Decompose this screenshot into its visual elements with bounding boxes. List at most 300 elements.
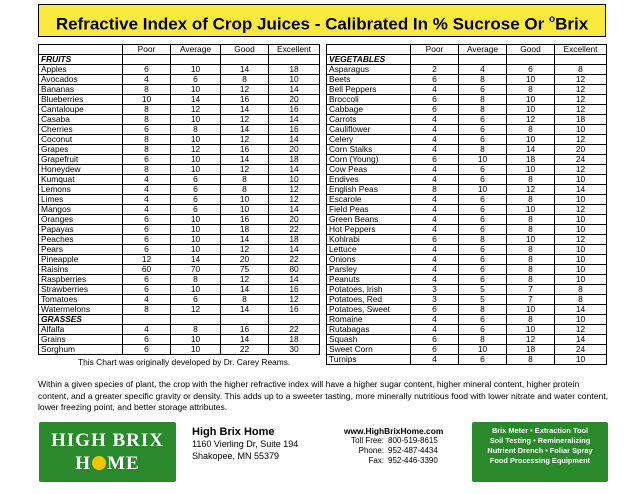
- crop-name: Cantaloupe: [39, 105, 123, 115]
- brix-value: 10: [507, 165, 555, 175]
- table-row: [327, 315, 607, 325]
- table-row: [39, 105, 320, 115]
- brix-value: 4: [123, 75, 171, 85]
- empty-cell: [221, 315, 269, 325]
- brix-value: 4: [411, 315, 459, 325]
- brix-value: 12: [221, 275, 269, 285]
- brix-value: 10: [269, 175, 320, 185]
- column-header: Poor: [411, 45, 459, 55]
- table-row: [327, 295, 607, 305]
- table-row: [327, 75, 607, 85]
- brix-value: 24: [555, 345, 607, 355]
- crop-name: Green Beans: [327, 215, 411, 225]
- crop-name: Honeydew: [39, 165, 123, 175]
- table-row: [39, 245, 320, 255]
- brix-value: 4: [123, 195, 171, 205]
- brix-value: 10: [171, 245, 221, 255]
- table-row: [327, 335, 607, 345]
- table-row: [327, 95, 607, 105]
- brix-value: 10: [221, 195, 269, 205]
- contact-row: Toll Free: 800-519-8615: [351, 436, 438, 445]
- brix-value: 6: [123, 65, 171, 75]
- brix-value: 16: [269, 105, 320, 115]
- brix-value: 4: [123, 325, 171, 335]
- crop-name: Strawberries: [39, 285, 123, 295]
- brix-value: 8: [459, 235, 507, 245]
- brix-value: 4: [411, 325, 459, 335]
- table-row: [39, 305, 320, 315]
- table-row: [327, 265, 607, 275]
- brix-value: 12: [221, 85, 269, 95]
- brix-value: 8: [123, 145, 171, 155]
- table-row: [39, 265, 320, 275]
- brix-value: 18: [555, 115, 607, 125]
- brix-value: 6: [459, 195, 507, 205]
- brix-value: 6: [123, 155, 171, 165]
- crop-name: Corn (Young): [327, 155, 411, 165]
- crop-name: Lettuce: [327, 245, 411, 255]
- crop-name: Lemons: [39, 185, 123, 195]
- crop-name: Alfalfa: [39, 325, 123, 335]
- brix-value: 12: [269, 195, 320, 205]
- column-header: Average: [459, 45, 507, 55]
- brix-value: 18: [221, 225, 269, 235]
- brix-value: 10: [171, 65, 221, 75]
- brix-value: 4: [411, 195, 459, 205]
- brix-value: 14: [221, 125, 269, 135]
- brix-value: 12: [555, 85, 607, 95]
- crop-name: Celery: [327, 135, 411, 145]
- brix-value: 8: [459, 145, 507, 155]
- header-row: [39, 45, 320, 55]
- table-row: [327, 285, 607, 295]
- table-row: [39, 185, 320, 195]
- brix-value: 22: [269, 225, 320, 235]
- crop-name: Squash: [327, 335, 411, 345]
- brix-value: 18: [269, 335, 320, 345]
- crop-name: Bell Peppers: [327, 85, 411, 95]
- brix-value: 6: [459, 215, 507, 225]
- brix-value: 75: [221, 265, 269, 275]
- brix-value: 10: [555, 245, 607, 255]
- brix-value: 8: [123, 115, 171, 125]
- brix-value: 8: [459, 335, 507, 345]
- brix-value: 8: [221, 175, 269, 185]
- brix-value: 6: [411, 155, 459, 165]
- empty-cell: [171, 315, 221, 325]
- empty-cell: [221, 55, 269, 65]
- brix-value: 6: [459, 165, 507, 175]
- crop-name: Beets: [327, 75, 411, 85]
- brix-value: 4: [411, 275, 459, 285]
- brix-value: 20: [269, 95, 320, 105]
- table-row: [327, 215, 607, 225]
- brix-value: 12: [123, 255, 171, 265]
- brix-value: 6: [459, 245, 507, 255]
- brix-value: 8: [171, 325, 221, 335]
- crop-name: Cow Peas: [327, 165, 411, 175]
- crop-name: Coconut: [39, 135, 123, 145]
- vegetables-table: [326, 44, 607, 365]
- crop-name: Turnips: [327, 355, 411, 365]
- brix-value: 10: [507, 95, 555, 105]
- brix-value: 10: [459, 345, 507, 355]
- crop-name: Carrots: [327, 115, 411, 125]
- brix-value: 14: [269, 85, 320, 95]
- brix-value: 22: [269, 255, 320, 265]
- brix-value: 4: [411, 245, 459, 255]
- table-row: [39, 145, 320, 155]
- brix-value: 12: [555, 95, 607, 105]
- table-row: [39, 195, 320, 205]
- brix-value: 8: [221, 75, 269, 85]
- table-row: [327, 135, 607, 145]
- brix-value: 22: [269, 325, 320, 335]
- city-state-zip: Shakopee, MN 55379: [192, 451, 280, 461]
- brix-value: 6: [171, 175, 221, 185]
- brix-value: 6: [123, 335, 171, 345]
- brix-value: 6: [507, 65, 555, 75]
- table-row: [327, 245, 607, 255]
- degree-mark: o: [548, 14, 556, 25]
- section-label: FRUITS: [39, 55, 123, 65]
- brix-value: 8: [507, 355, 555, 365]
- sun-icon: [92, 456, 106, 470]
- contact-row: Phone: 952-487-4434: [358, 446, 438, 455]
- brix-value: 6: [459, 125, 507, 135]
- crop-name: Hot Peppers: [327, 225, 411, 235]
- table-row: [327, 355, 607, 365]
- brix-value: 14: [171, 255, 221, 265]
- table-row: [327, 125, 607, 135]
- table-row: [39, 325, 320, 335]
- brix-value: 6: [459, 175, 507, 185]
- crop-name: Cabbage: [327, 105, 411, 115]
- brix-value: 7: [507, 295, 555, 305]
- table-row: [327, 145, 607, 155]
- brix-value: 10: [555, 215, 607, 225]
- table-row: [327, 155, 607, 165]
- brix-value: 24: [555, 155, 607, 165]
- table-row: [39, 235, 320, 245]
- brix-value: 10: [507, 325, 555, 335]
- table-row: [39, 125, 320, 135]
- brix-value: 10: [171, 115, 221, 125]
- brix-value: 14: [555, 335, 607, 345]
- crop-name: English Peas: [327, 185, 411, 195]
- column-header: Good: [221, 45, 269, 55]
- brix-value: 8: [507, 195, 555, 205]
- section-row: [39, 315, 320, 325]
- crop-name: Cauliflower: [327, 125, 411, 135]
- brix-value: 12: [555, 165, 607, 175]
- brix-value: 6: [123, 245, 171, 255]
- brix-value: 10: [507, 75, 555, 85]
- table-row: [39, 275, 320, 285]
- section-row: [327, 55, 607, 65]
- company-address: [192, 426, 298, 462]
- brix-value: 4: [123, 175, 171, 185]
- brix-value: 8: [221, 185, 269, 195]
- brix-value: 6: [123, 345, 171, 355]
- brix-value: 20: [221, 255, 269, 265]
- brix-value: 12: [555, 75, 607, 85]
- crop-name: Grains: [39, 335, 123, 345]
- brix-value: 8: [507, 85, 555, 95]
- brix-value: 8: [459, 105, 507, 115]
- brix-value: 10: [171, 285, 221, 295]
- crop-name: Peaches: [39, 235, 123, 245]
- brix-value: 6: [123, 235, 171, 245]
- brix-value: 8: [221, 295, 269, 305]
- chart-title: Refractive Index of Crop Juices - Calibrated In % Sucrose Or $^o$Brix: [38, 4, 606, 37]
- empty-cell: [269, 55, 320, 65]
- table-row: [327, 105, 607, 115]
- brix-value: 14: [171, 95, 221, 105]
- crop-name: Field Peas: [327, 205, 411, 215]
- table-row: [39, 225, 320, 235]
- crop-name: Mangos: [39, 205, 123, 215]
- brix-value: 8: [459, 305, 507, 315]
- brix-value: 18: [507, 345, 555, 355]
- services-box: Brix Meter • Extraction Tool Soil Testing • Remineralizing Nutrient Drench • Foliar Spray Food Processing Equipment: [472, 422, 608, 482]
- brix-value: 4: [411, 145, 459, 155]
- brix-value: 70: [171, 265, 221, 275]
- empty-cell: [123, 55, 171, 65]
- brix-value: 14: [221, 105, 269, 115]
- brix-value: 10: [555, 195, 607, 205]
- brix-value: 10: [269, 75, 320, 85]
- crop-name: Pears: [39, 245, 123, 255]
- brix-value: 7: [507, 285, 555, 295]
- street-address: 1160 Vierling Dr, Suite 194: [192, 439, 299, 449]
- brix-value: 4: [411, 85, 459, 95]
- crop-name: Onions: [327, 255, 411, 265]
- brix-value: 6: [459, 255, 507, 265]
- brix-value: 16: [221, 325, 269, 335]
- table-row: [327, 65, 607, 75]
- brix-value: 22: [221, 345, 269, 355]
- brix-value: 8: [507, 315, 555, 325]
- table-row: [327, 235, 607, 245]
- table-row: [39, 115, 320, 125]
- crop-name: Raspberries: [39, 275, 123, 285]
- crop-name: Kohlrabi: [327, 235, 411, 245]
- brix-value: 12: [221, 115, 269, 125]
- empty-cell: [123, 315, 171, 325]
- table-row: [39, 75, 320, 85]
- brix-value: 16: [221, 215, 269, 225]
- brix-value: 6: [459, 325, 507, 335]
- brix-value: 6: [171, 295, 221, 305]
- brix-value: 8: [123, 85, 171, 95]
- brix-value: 10: [555, 275, 607, 285]
- section-row: [39, 55, 320, 65]
- table-row: [39, 175, 320, 185]
- brix-value: 14: [221, 335, 269, 345]
- brix-value: 4: [123, 295, 171, 305]
- brix-value: 12: [269, 185, 320, 195]
- brix-value: 8: [507, 125, 555, 135]
- table-row: [39, 215, 320, 225]
- brix-value: 10: [555, 125, 607, 135]
- crop-name: Sorghum: [39, 345, 123, 355]
- brix-value: 10: [555, 225, 607, 235]
- table-row: [327, 175, 607, 185]
- brix-value: 6: [123, 285, 171, 295]
- brix-value: 14: [555, 185, 607, 195]
- brix-value: 8: [123, 165, 171, 175]
- brix-value: 10: [171, 165, 221, 175]
- crop-name: Watermelons: [39, 305, 123, 315]
- brix-value: 10: [221, 205, 269, 215]
- brix-value: 10: [507, 105, 555, 115]
- brix-value: 4: [411, 115, 459, 125]
- crop-name: Potatoes, Red: [327, 295, 411, 305]
- brix-value: 10: [507, 135, 555, 145]
- brix-value: 4: [411, 225, 459, 235]
- brix-value: 14: [269, 245, 320, 255]
- brix-value: 6: [411, 305, 459, 315]
- column-header: Excellent: [555, 45, 607, 55]
- brix-value: 6: [411, 345, 459, 355]
- brix-value: 6: [411, 105, 459, 115]
- brix-value: 6: [171, 205, 221, 215]
- brix-value: 14: [507, 145, 555, 155]
- brix-value: 4: [411, 265, 459, 275]
- brix-value: 80: [269, 265, 320, 275]
- section-label: VEGETABLES: [327, 55, 411, 65]
- brix-value: 6: [411, 95, 459, 105]
- brix-value: 4: [123, 205, 171, 215]
- crop-name: Sweet Corn: [327, 345, 411, 355]
- brix-value: 6: [459, 275, 507, 285]
- crop-name: Cherries: [39, 125, 123, 135]
- brix-value: 10: [507, 205, 555, 215]
- brix-value: 12: [555, 235, 607, 245]
- brix-value: 3: [411, 285, 459, 295]
- brix-value: 14: [221, 305, 269, 315]
- brix-value: 8: [507, 265, 555, 275]
- brix-value: 8: [555, 65, 607, 75]
- brix-value: 16: [269, 285, 320, 295]
- brix-value: 14: [269, 205, 320, 215]
- brix-value: 2: [411, 65, 459, 75]
- brix-value: 16: [269, 305, 320, 315]
- brix-value: 8: [507, 175, 555, 185]
- brix-value: 12: [269, 295, 320, 305]
- column-header: [327, 45, 411, 55]
- brix-value: 10: [459, 185, 507, 195]
- brix-value: 8: [171, 275, 221, 285]
- table-row: [39, 255, 320, 265]
- table-row: [327, 345, 607, 355]
- table-row: [39, 135, 320, 145]
- column-header: Average: [171, 45, 221, 55]
- table-row: [39, 295, 320, 305]
- brix-value: 6: [459, 265, 507, 275]
- crop-name: Raisins: [39, 265, 123, 275]
- fruits-grasses-table: [38, 44, 320, 355]
- brix-value: 8: [171, 125, 221, 135]
- brix-value: 18: [269, 65, 320, 75]
- brix-value: 6: [123, 125, 171, 135]
- brix-value: 18: [269, 235, 320, 245]
- column-header: Excellent: [269, 45, 320, 55]
- crop-name: Limes: [39, 195, 123, 205]
- column-header: Good: [507, 45, 555, 55]
- website-link[interactable]: www.HighBrixHome.com: [344, 426, 444, 436]
- empty-cell: [411, 55, 459, 65]
- table-row: [327, 275, 607, 285]
- brix-value: 10: [171, 335, 221, 345]
- brix-value: 4: [411, 175, 459, 185]
- brix-value: 10: [171, 85, 221, 95]
- crop-name: Romaine: [327, 315, 411, 325]
- crop-name: Oranges: [39, 215, 123, 225]
- crop-name: Grapes: [39, 145, 123, 155]
- crop-name: Tomatoes: [39, 295, 123, 305]
- table-row: [327, 205, 607, 215]
- table-row: [327, 225, 607, 235]
- crop-name: Endives: [327, 175, 411, 185]
- brix-value: 10: [123, 95, 171, 105]
- crop-name: Rutabagas: [327, 325, 411, 335]
- brix-value: 6: [123, 275, 171, 285]
- brix-value: 8: [555, 285, 607, 295]
- brix-value: 10: [555, 255, 607, 265]
- table-row: [39, 335, 320, 345]
- crop-name: Corn Stalks: [327, 145, 411, 155]
- table-row: [39, 85, 320, 95]
- table-row: [39, 65, 320, 75]
- column-header: Poor: [123, 45, 171, 55]
- brix-value: 10: [171, 235, 221, 245]
- section-label: GRASSES: [39, 315, 123, 325]
- empty-cell: [555, 55, 607, 65]
- brix-value: 8: [123, 105, 171, 115]
- brix-value: 8: [555, 295, 607, 305]
- brix-value: 14: [221, 235, 269, 245]
- brix-value: 10: [507, 235, 555, 245]
- table-row: [327, 195, 607, 205]
- brix-value: 10: [555, 265, 607, 275]
- brix-value: 4: [411, 135, 459, 145]
- brix-value: 14: [269, 275, 320, 285]
- brix-value: 4: [411, 165, 459, 175]
- brix-value: 16: [221, 95, 269, 105]
- brix-value: 10: [555, 175, 607, 185]
- brix-value: 18: [507, 155, 555, 165]
- brix-value: 5: [459, 285, 507, 295]
- brix-value: 16: [221, 145, 269, 155]
- header-row: [327, 45, 607, 55]
- brix-value: 12: [171, 305, 221, 315]
- brix-value: 8: [507, 255, 555, 265]
- brix-value: 8: [459, 75, 507, 85]
- brix-value: 8: [411, 185, 459, 195]
- brix-value: 12: [221, 165, 269, 175]
- crop-name: Parsley: [327, 265, 411, 275]
- brix-value: 12: [555, 135, 607, 145]
- table-row: [327, 305, 607, 315]
- brix-value: 30: [269, 345, 320, 355]
- brix-value: 6: [459, 205, 507, 215]
- brix-value: 6: [411, 75, 459, 85]
- brix-value: 8: [507, 225, 555, 235]
- brix-value: 12: [171, 145, 221, 155]
- brix-value: 8: [123, 135, 171, 145]
